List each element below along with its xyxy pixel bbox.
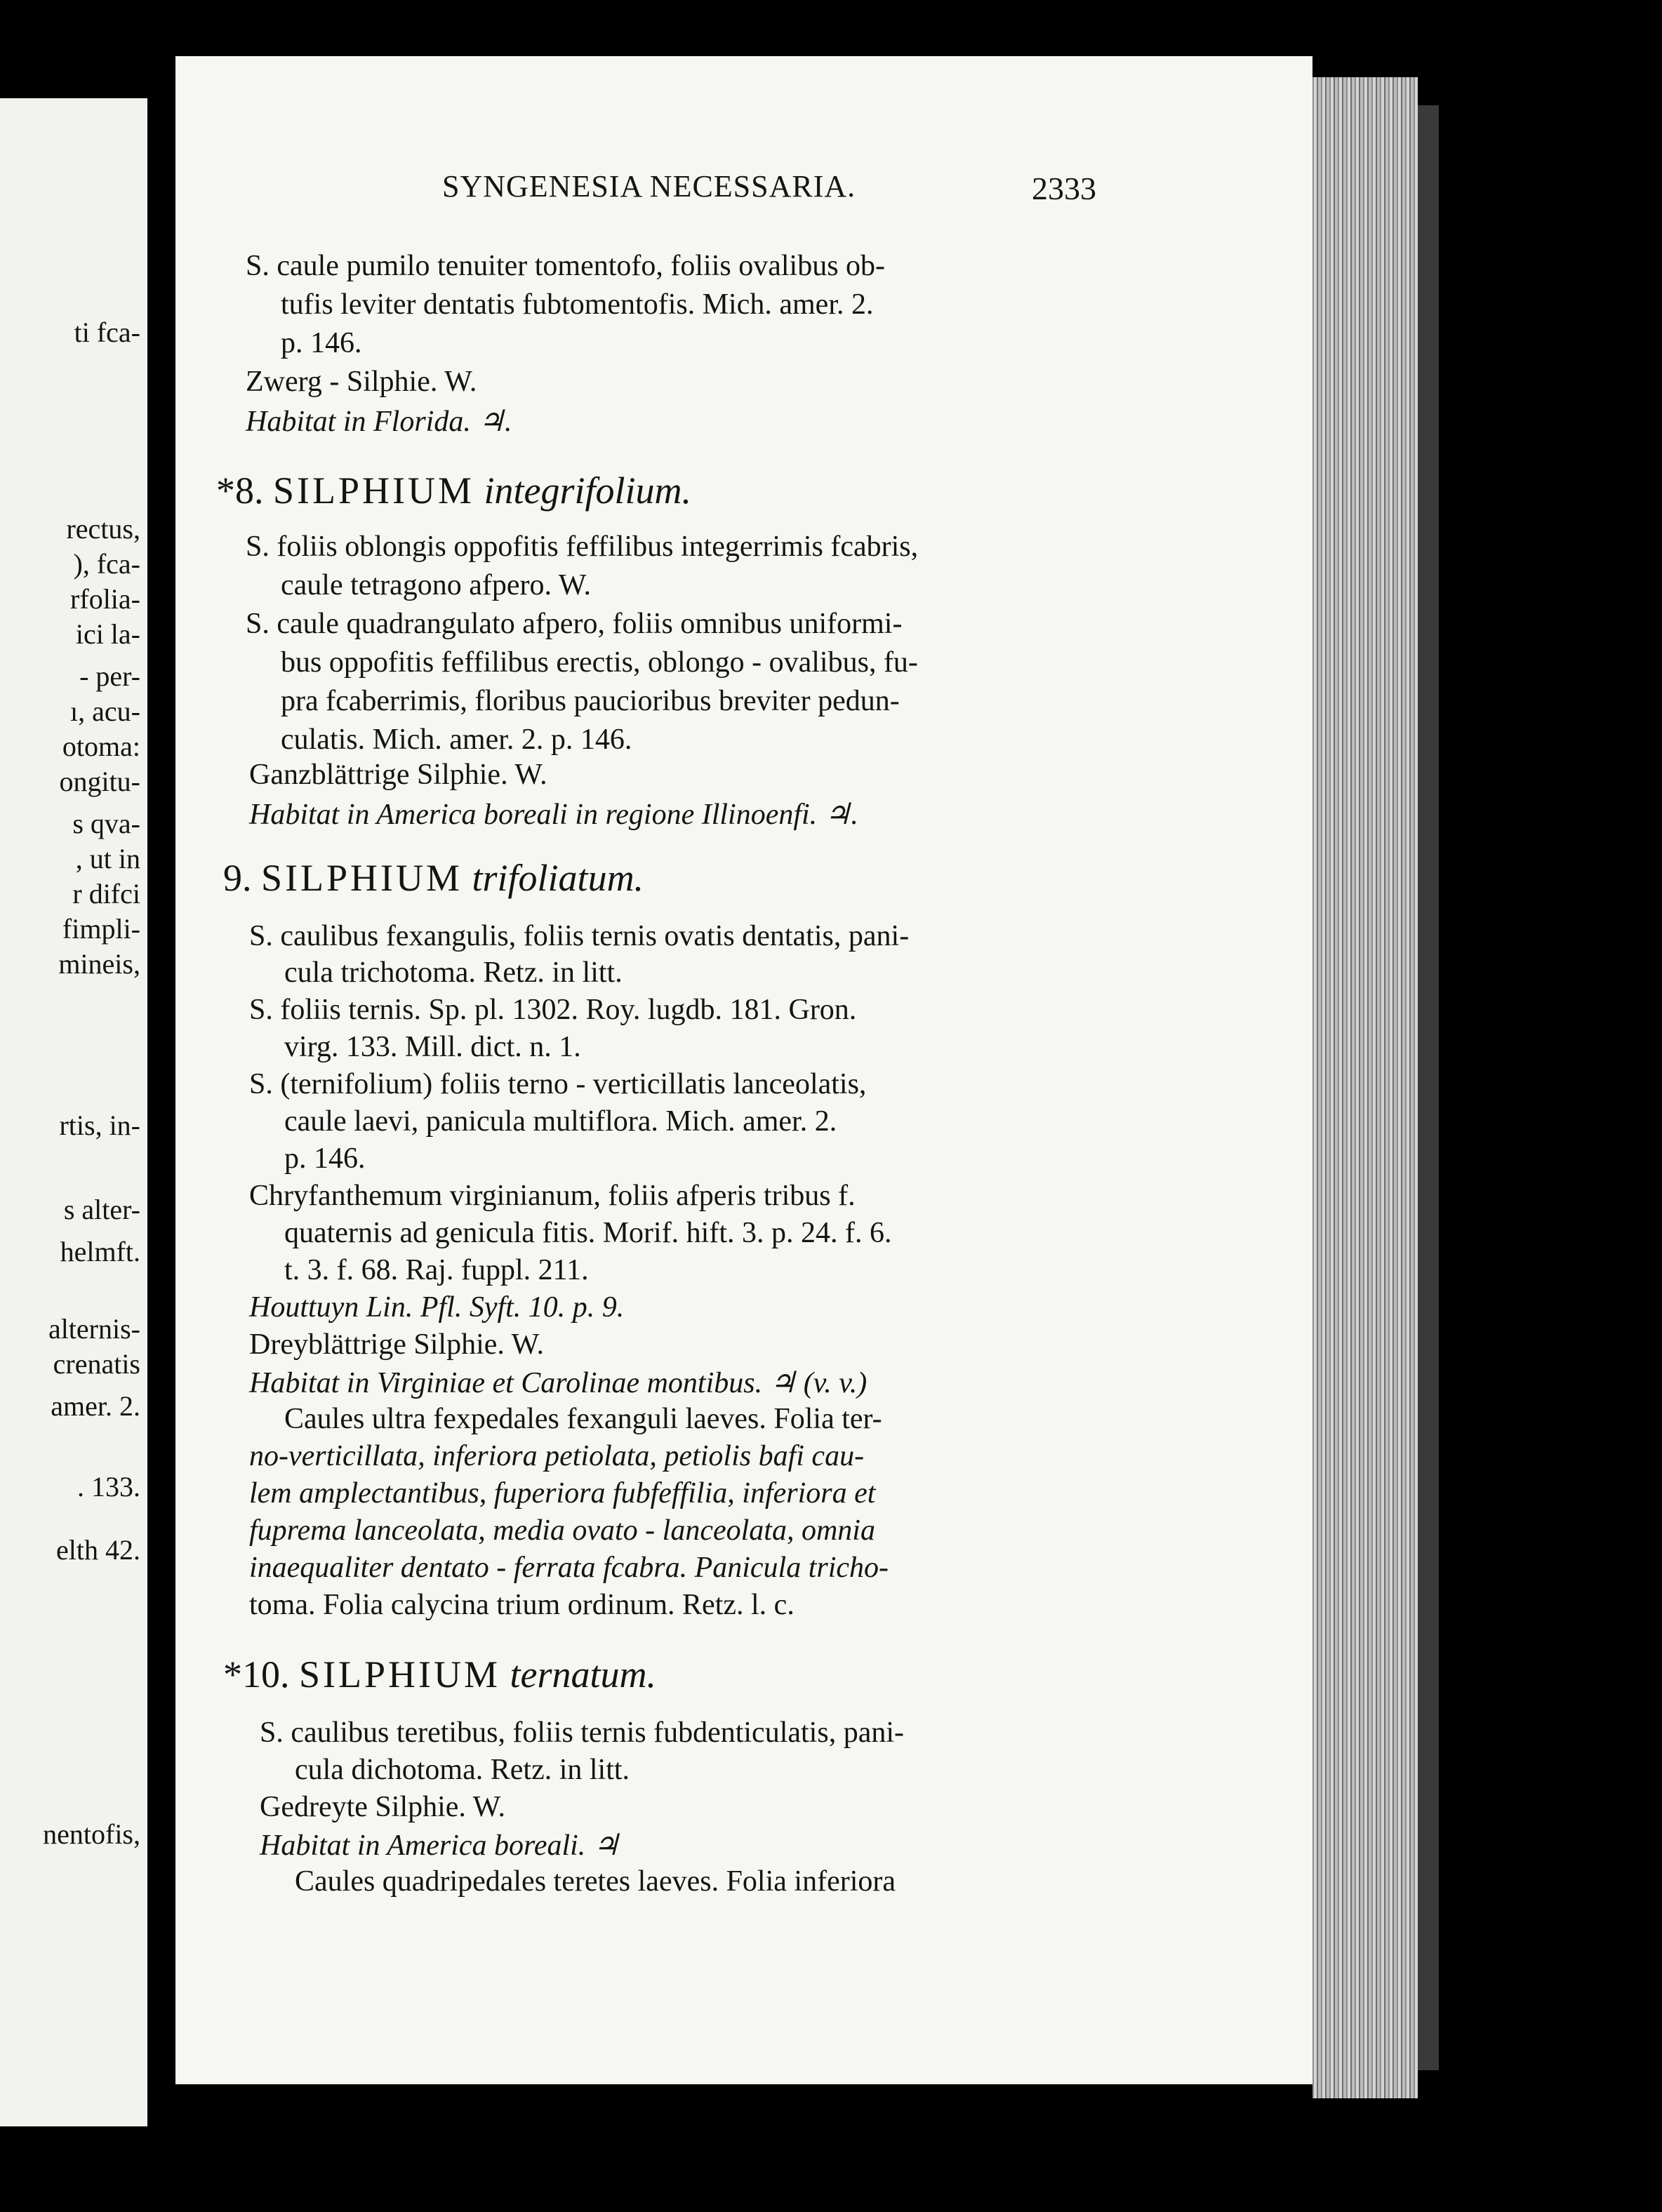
- entry-line: Ganzblättrige Silphie. W.: [249, 759, 547, 791]
- entry-line: Gedreyte Silphie. W.: [260, 1791, 505, 1823]
- entry-line: S. caule pumilo tenuiter tomentofo, foliis ovalibus ob-: [246, 250, 886, 282]
- book-cover-edge: [1418, 105, 1439, 2070]
- left-fragment: . 133.: [77, 1471, 140, 1503]
- left-fragment: s qva-: [72, 808, 140, 839]
- entry-line: no-verticillata, inferiora petiolata, petiolis bafi cau-: [249, 1440, 865, 1472]
- entry-line: S. caulibus teretibus, foliis ternis fubdenticulatis, pani-: [260, 1717, 904, 1749]
- genus-name: SILPHIUM: [261, 857, 463, 899]
- entry-heading: [223, 1653, 656, 1696]
- left-fragment: ici la-: [75, 618, 140, 650]
- entry-line: Chryfanthemum virginianum, foliis afperis tribus f.: [249, 1180, 856, 1212]
- entry-number: 9.: [223, 857, 252, 899]
- entry-line: S. (ternifolium) foliis terno - verticillatis lanceolatis,: [249, 1068, 867, 1100]
- entry-line: fuprema lanceolata, media ovato - lanceolata, omnia: [249, 1514, 875, 1547]
- left-fragment: rtis, in-: [59, 1110, 140, 1141]
- left-fragment: , ut in: [75, 843, 140, 874]
- species-name: trifoliatum.: [472, 857, 644, 899]
- left-fragment: nentofis,: [43, 1818, 140, 1850]
- left-fragment: ), fca-: [73, 548, 140, 580]
- species-name: integrifolium.: [484, 469, 692, 512]
- left-fragment: r difci: [72, 878, 140, 910]
- genus-name: SILPHIUM: [299, 1653, 501, 1695]
- entry-line: t. 3. f. 68. Raj. fuppl. 211.: [284, 1254, 589, 1286]
- left-fragment: rfolia-: [70, 583, 140, 615]
- entry-line: bus oppofitis feffilibus erectis, oblongo - ovalibus, fu-: [281, 646, 918, 679]
- entry-line: Habitat in America boreali. ♃: [260, 1830, 620, 1862]
- entry-line: culatis. Mich. amer. 2. p. 146.: [281, 724, 632, 756]
- entry-line: Dreyblättrige Silphie. W.: [249, 1328, 544, 1361]
- entry-line: Caules quadripedales teretes laeves. Folia inferiora: [295, 1865, 896, 1898]
- left-fragment: elth 42.: [56, 1534, 140, 1566]
- genus-name: SILPHIUM: [273, 469, 475, 512]
- entry-number: *8.: [216, 469, 264, 512]
- entry-line: quaternis ad genicula fitis. Morif. hift. 3. p. 24. f. 6.: [284, 1217, 892, 1249]
- entry-line: tufis leviter dentatis fubtomentofis. Mich. amer. 2.: [281, 288, 874, 321]
- left-fragment: - per-: [79, 660, 140, 692]
- left-fragment: rectus,: [66, 513, 140, 545]
- entry-line: S. foliis ternis. Sp. pl. 1302. Roy. lugdb. 181. Gron.: [249, 994, 857, 1026]
- entry-line: cula dichotoma. Retz. in litt.: [295, 1754, 630, 1786]
- entry-line: cula trichotoma. Retz. in litt.: [284, 957, 623, 989]
- entry-line: caule tetragono afpero. W.: [281, 569, 591, 601]
- left-fragment: ı, acu-: [70, 695, 140, 727]
- left-fragment: alternis-: [48, 1313, 140, 1345]
- entry-line: pra fcaberrimis, floribus paucioribus breviter pedun-: [281, 685, 900, 717]
- entry-line: Habitat in Virginiae et Carolinae montibus. ♃ (v. v.): [249, 1367, 867, 1399]
- entry-line: Zwerg - Silphie. W.: [246, 366, 477, 398]
- entry-line: S. caulibus fexangulis, foliis ternis ovatis dentatis, pani-: [249, 920, 910, 952]
- entry-line: Habitat in America boreali in regione Illinoenfi. ♃.: [249, 799, 858, 831]
- left-fragment: ti fca-: [74, 317, 140, 348]
- left-fragment: otoma:: [62, 731, 140, 762]
- entry-line: inaequaliter dentato - ferrata fcabra. Panicula tricho-: [249, 1552, 889, 1584]
- entry-line: Caules ultra fexpedales fexanguli laeves. Folia ter-: [284, 1403, 882, 1435]
- running-header: SYNGENESIA NECESSARIA.: [442, 169, 856, 204]
- left-fragment: mineis,: [58, 948, 140, 980]
- entry-line: S. foliis oblongis oppofitis feffilibus integerrimis fcabris,: [246, 531, 919, 563]
- entry-line: Houttuyn Lin. Pfl. Syft. 10. p. 9.: [249, 1291, 625, 1324]
- entry-line: Habitat in Florida. ♃.: [246, 406, 512, 438]
- entry-heading: [216, 469, 691, 512]
- left-fragment: crenatis: [53, 1348, 140, 1380]
- entry-line: caule laevi, panicula multiflora. Mich. amer. 2.: [284, 1105, 837, 1138]
- left-fragment: helmft.: [60, 1236, 140, 1267]
- page-number: 2333: [1032, 171, 1096, 206]
- entry-line: p. 146.: [284, 1142, 366, 1175]
- page-edges: [1312, 77, 1418, 2098]
- left-fragment: amer. 2.: [51, 1390, 140, 1422]
- left-fragment: fimpli-: [62, 913, 140, 945]
- species-name: ternatum.: [510, 1653, 657, 1695]
- entry-line: toma. Folia calycina trium ordinum. Retz. l. c.: [249, 1589, 795, 1621]
- facing-page-fragment: [0, 98, 147, 2126]
- entry-line: lem amplectantibus, fuperiora fubfeffilia, inferiora et: [249, 1477, 876, 1510]
- entry-heading: [223, 856, 644, 900]
- entry-line: p. 146.: [281, 327, 362, 359]
- left-fragment: ongitu-: [59, 766, 140, 797]
- entry-line: S. caule quadrangulato afpero, foliis omnibus uniformi-: [246, 608, 903, 640]
- entry-number: *10.: [223, 1653, 290, 1695]
- left-fragment: s alter-: [63, 1194, 140, 1225]
- entry-line: virg. 133. Mill. dict. n. 1.: [284, 1031, 581, 1063]
